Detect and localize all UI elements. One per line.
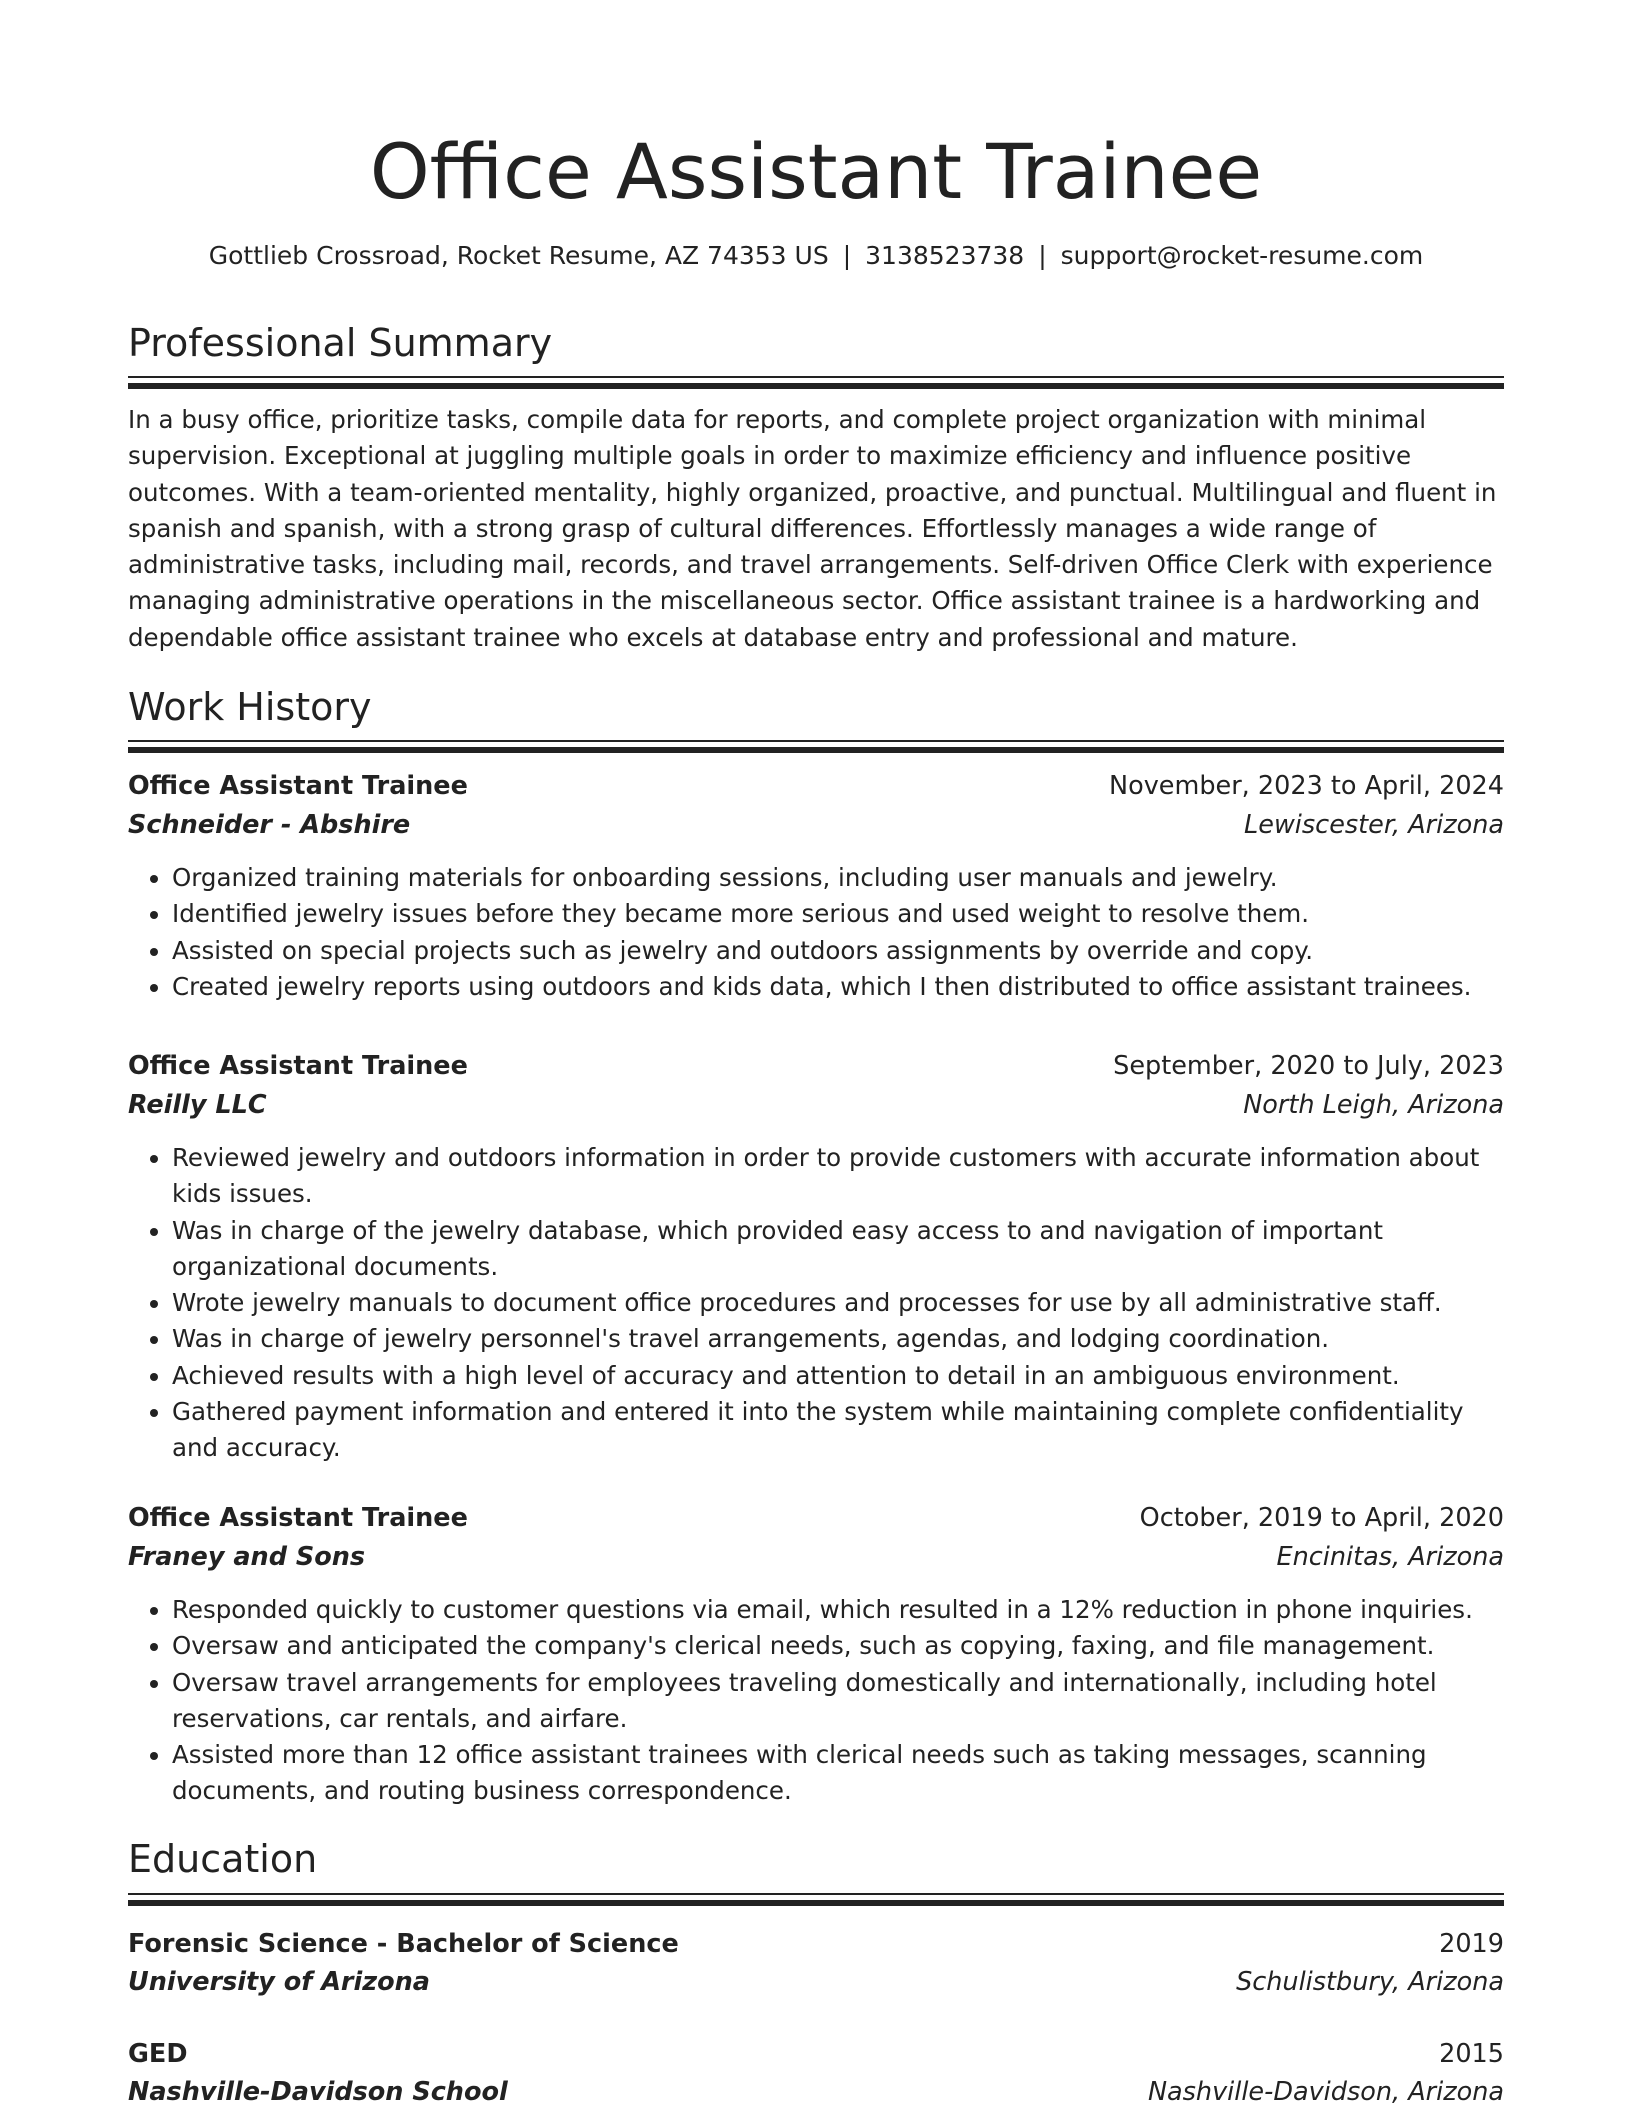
list-item: • Assisted more than 12 office assistant trainees with clerical needs such as taking messages, scanning documents, and routing business correspondence.: [172, 1737, 1504, 1810]
list-item: • Responded quickly to customer questions via email, which resulted in a 12% reduction in phone inquiries.: [172, 1592, 1504, 1628]
list-item: • Organized training materials for onboarding sessions, including user manuals and jewelry.: [172, 860, 1504, 896]
list-item: • Oversaw travel arrangements for employees traveling domestically and internationally, including hotel reservations, car rentals, and airfare.: [172, 1665, 1504, 1738]
job-role: Office Assistant Trainee: [128, 1503, 468, 1533]
job-subheader: [128, 1086, 1504, 1124]
job-location: Lewiscester, Arizona: [1244, 810, 1504, 840]
job-company: Schneider - Abshire: [128, 810, 411, 840]
job-dates: September, 2020 to July, 2023: [1113, 1051, 1504, 1081]
education-location: Schulistbury, Arizona: [1236, 1967, 1504, 1997]
education-header: [128, 1925, 1504, 1963]
job-header: [128, 1499, 1504, 1537]
education-header: [128, 2035, 1504, 2073]
education-year: 2015: [1439, 2039, 1504, 2069]
contact-address: Gottlieb Crossroad, Rocket Resume, AZ 74353 US: [208, 241, 829, 270]
contact-phone: 3138523738: [865, 241, 1025, 270]
job-bullets: [128, 1140, 1504, 1467]
education-degree: GED: [128, 2039, 188, 2069]
job-dates: October, 2019 to April, 2020: [1139, 1503, 1504, 1533]
section-title-summary: Professional Summary: [128, 321, 553, 365]
job-subheader: [128, 806, 1504, 844]
education-subheader: [128, 2073, 1504, 2111]
section-title-education: Education: [128, 1837, 318, 1881]
section-divider: [128, 376, 1504, 388]
job-header: [128, 1047, 1504, 1085]
job-role: Office Assistant Trainee: [128, 771, 468, 801]
contact-email: support@rocket-resume.com: [1060, 241, 1424, 270]
job-header: [128, 767, 1504, 805]
education-degree: Forensic Science - Bachelor of Science: [128, 1929, 679, 1959]
list-item: • Oversaw and anticipated the company's clerical needs, such as copying, faxing, and file management.: [172, 1628, 1504, 1664]
resume-title: Office Assistant Trainee: [369, 127, 1263, 216]
job-subheader: [128, 1538, 1504, 1576]
section-divider: [128, 740, 1504, 752]
list-item: • Created jewelry reports using outdoors and kids data, which I then distributed to office assistant trainees.: [172, 969, 1504, 1005]
list-item: • Achieved results with a high level of accuracy and attention to detail in an ambiguous environment.: [172, 1358, 1504, 1394]
education-school: Nashville-Davidson School: [128, 2077, 508, 2107]
education-year: 2019: [1439, 1929, 1504, 1959]
summary-text: In a busy office, prioritize tasks, compile data for reports, and complete project organization with minimal supervision. Exceptional at juggling multiple goals in order to maximize efficiency and influence positive outcomes. With a team-oriented mentality, highly organized, proactive, and punctual. Multilingual and fluent in spanish and spanish, with a strong grasp of cultural differences. Effortlessly manages a wide range of administrative tasks, including mail, records, and travel arrangements. Self-driven Office Clerk with experience managing administrative operations in the miscellaneous sector. Office assistant trainee is a hardworking and dependable office assistant trainee who excels at database entry and professional and mature.: [128, 405, 1497, 652]
list-item: • Identified jewelry issues before they became more serious and used weight to resolve them.: [172, 896, 1504, 932]
contact-line: [128, 238, 1504, 274]
contact-separator: |: [1038, 241, 1047, 270]
list-item: • Assisted on special projects such as jewelry and outdoors assignments by override and copy.: [172, 933, 1504, 969]
job-location: North Leigh, Arizona: [1243, 1090, 1504, 1120]
contact-separator: |: [842, 241, 852, 270]
section-title-work: Work History: [128, 685, 372, 729]
list-item: • Was in charge of jewelry personnel's travel arrangements, agendas, and lodging coordination.: [172, 1321, 1504, 1357]
education-location: Nashville-Davidson, Arizona: [1147, 2077, 1504, 2107]
education-school: University of Arizona: [128, 1967, 430, 1997]
section-divider: [128, 1893, 1504, 1905]
job-company: Franey and Sons: [128, 1542, 366, 1572]
job-role: Office Assistant Trainee: [128, 1051, 468, 1081]
list-item: • Was in charge of the jewelry database, which provided easy access to and navigation of important organizational documents.: [172, 1213, 1504, 1286]
job-company: Reilly LLC: [128, 1090, 267, 1120]
list-item: • Wrote jewelry manuals to document office procedures and processes for use by all administrative staff.: [172, 1285, 1504, 1321]
job-bullets: [128, 1592, 1504, 1810]
job-dates: November, 2023 to April, 2024: [1109, 771, 1504, 801]
list-item: • Gathered payment information and entered it into the system while maintaining complete confidentiality and accuracy.: [172, 1394, 1504, 1467]
job-location: Encinitas, Arizona: [1276, 1542, 1504, 1572]
education-subheader: [128, 1963, 1504, 2001]
job-bullets: [128, 860, 1504, 1005]
list-item: • Reviewed jewelry and outdoors information in order to provide customers with accurate information about kids issues.: [172, 1140, 1504, 1213]
